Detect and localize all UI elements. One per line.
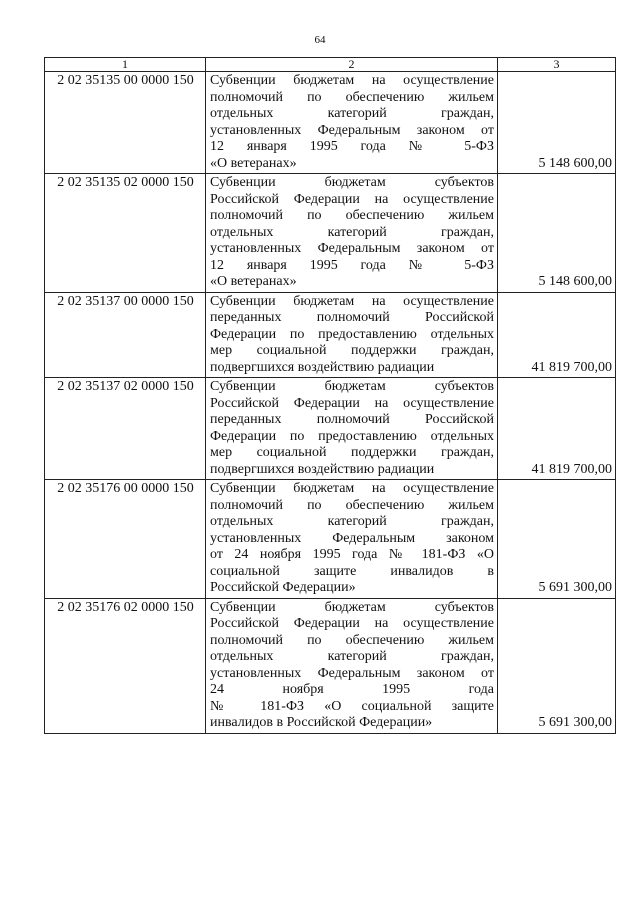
description-line: переданных полномочий Российской [210,310,494,325]
description-line: Федерации по предоставлению отдельных [210,428,494,444]
table-row [45,174,616,293]
description-line: 12 января 1995 года № 5-ФЗ [210,257,494,273]
amount-cell: 5 691 300,00 [498,480,616,599]
description-line: установленных Федеральным законом от [210,665,494,681]
description-line: установленных Федеральным законом от [210,241,494,256]
description-line: инвалидов в Российской Федерации» [210,715,433,730]
description-line: отдельных категорий граждан, [210,649,494,664]
budget-table [44,57,616,734]
description-line: полномочий по обеспечению жильем [210,89,494,105]
description-cell [206,598,498,733]
amount-cell: 5 691 300,00 [498,598,616,733]
description-cell [206,72,498,174]
amount-cell: 41 819 700,00 [498,292,616,378]
description-line: полномочий по обеспечению жильем [210,632,494,648]
description-line: мер социальной поддержки граждан, [210,343,494,358]
budget-code-cell: 2 02 35135 02 0000 150 [45,174,206,293]
description-line: Субвенции бюджетам субъектов [210,599,494,615]
budget-code-cell: 2 02 35176 02 0000 150 [45,598,206,733]
description-line: полномочий по обеспечению жильем [210,208,494,223]
description-line: подвергшихся воздействию радиации [210,359,435,375]
description-line: отдельных категорий граждан, [210,224,494,240]
description-line: отдельных категорий граждан, [210,514,494,529]
description-line: установленных Федеральным законом [210,530,494,546]
description-line: «О ветеранах» [210,155,297,171]
description-line: Субвенции бюджетам на осуществление [210,293,494,309]
description-cell [206,174,498,293]
description-line: социальной защите инвалидов в [210,563,494,579]
header-column-2: 2 [206,58,498,72]
amount-cell: 5 148 600,00 [498,72,616,174]
description-line: Субвенции бюджетам на осуществление [210,73,494,88]
table-row [45,598,616,733]
description-line: от 24 ноября 1995 года № 181-ФЗ «О [210,547,494,562]
description-line: 24 ноября 1995 года [210,682,494,697]
budget-code-cell: 2 02 35137 02 0000 150 [45,378,206,480]
description-line: № 181-ФЗ «О социальной защите [210,698,494,714]
budget-code-cell: 2 02 35176 00 0000 150 [45,480,206,599]
header-column-3: 3 [498,58,616,72]
table-row [45,292,616,378]
table-row [45,480,616,599]
description-line: Субвенции бюджетам на осуществление [210,481,494,496]
description-line: полномочий по обеспечению жильем [210,497,494,513]
description-line: переданных полномочий Российской [210,412,494,427]
description-line: «О ветеранах» [210,274,297,289]
description-line: Субвенции бюджетам субъектов [210,379,494,394]
header-column-1: 1 [45,58,206,72]
table-row [45,378,616,480]
description-cell [206,292,498,378]
amount-cell: 41 819 700,00 [498,378,616,480]
description-line: Федерации по предоставлению отдельных [210,326,494,342]
table-row [45,72,616,174]
amount-cell: 5 148 600,00 [498,174,616,293]
description-line: Российской Федерации на осуществление [210,191,494,207]
header-row [45,58,616,72]
description-line: подвергшихся воздействию радиации [210,461,435,477]
description-line: установленных Федеральным законом от [210,122,494,138]
description-line: Российской Федерации» [210,580,356,595]
description-line: 12 января 1995 года № 5-ФЗ [210,139,494,154]
description-line: Российской Федерации на осуществление [210,395,494,411]
table-body [45,72,616,734]
description-line: Субвенции бюджетам субъектов [210,175,494,190]
description-line: мер социальной поддержки граждан, [210,445,494,460]
budget-code-cell: 2 02 35137 00 0000 150 [45,292,206,378]
table-header [45,58,616,72]
description-line: Российской Федерации на осуществление [210,616,494,631]
description-cell [206,480,498,599]
budget-code-cell: 2 02 35135 00 0000 150 [45,72,206,174]
description-line: отдельных категорий граждан, [210,106,494,121]
page-number: 64 [314,34,326,46]
description-cell [206,378,498,480]
